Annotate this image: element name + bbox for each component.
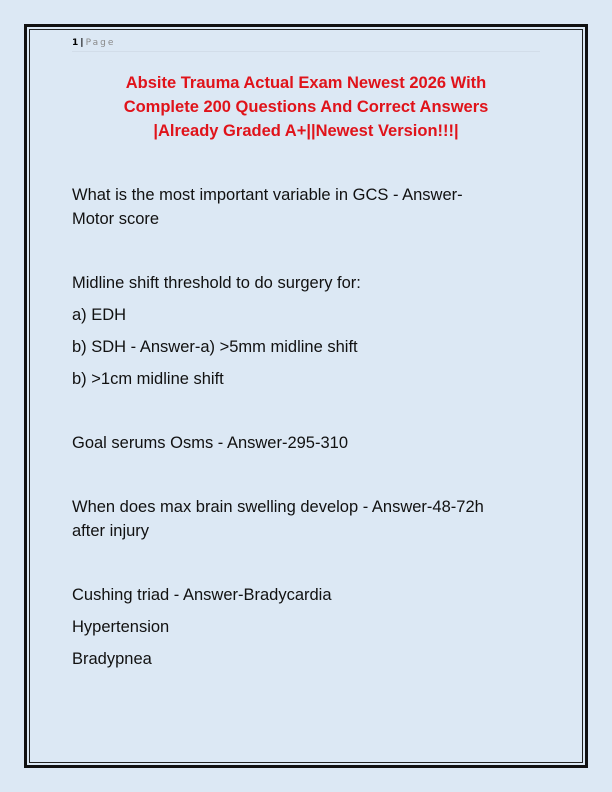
title-line-1: Absite Trauma Actual Exam Newest 2026 With [125,74,487,92]
question-midline-line-3: b) SDH - Answer-a) >5mm midline shift [72,338,358,356]
page-header [72,37,540,52]
question-gcs-line-1: What is the most important variable in GCS - Answer- [72,186,463,204]
page-number: 1 [72,38,79,48]
question-midline-line-1: Midline shift threshold to do surgery for: [72,274,361,292]
page-label: Page [85,38,116,48]
question-cushing-line-2: Hypertension [72,618,170,636]
question-osms-line-1: Goal serums Osms - Answer-295-310 [72,434,349,452]
page-separator: | [80,38,84,48]
question-swelling-line-1: When does max brain swelling develop - Answer-48-72h [72,498,484,516]
question-midline-line-4: b) >1cm midline shift [72,370,224,388]
question-gcs-line-2: Motor score [72,210,160,228]
question-swelling-line-2: after injury [72,522,150,540]
title-line-3: |Already Graded A+||Newest Version!!!| [153,122,459,140]
title-line-2: Complete 200 Questions And Correct Answers [123,98,489,116]
question-cushing-line-3: Bradypnea [72,650,152,668]
question-midline-line-2: a) EDH [72,306,127,324]
question-cushing-line-1: Cushing triad - Answer-Bradycardia [72,586,332,604]
document-title [72,71,540,143]
